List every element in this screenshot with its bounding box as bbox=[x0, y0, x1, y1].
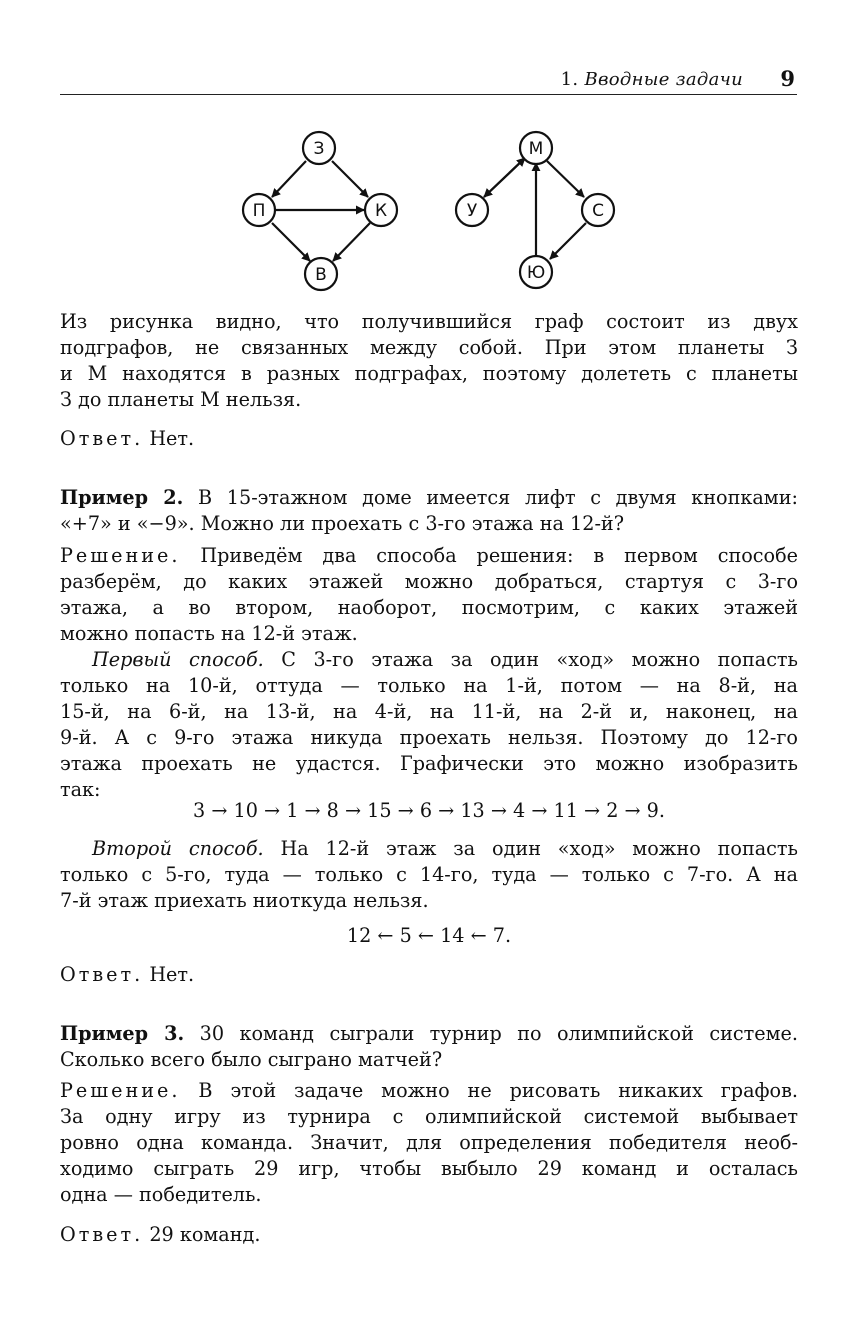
chapter-title: 1. Вводные задачи bbox=[560, 69, 743, 90]
node-label-u: У bbox=[466, 201, 478, 221]
answer-label: Ответ. bbox=[60, 963, 144, 986]
text-line: Из рисунка видно, что получившийся граф состоит из двух bbox=[60, 310, 798, 333]
node-label-yu: Ю bbox=[526, 263, 546, 283]
solution-label: Решение. bbox=[60, 544, 181, 567]
text-line: подграфов, не связанных между собой. При этом планеты З bbox=[60, 336, 798, 359]
text-line: ходимо сыграть 29 игр, чтобы выбыло 29 команд и осталась bbox=[60, 1157, 798, 1180]
text-line: ровно одна команда. Значит, для определения победителя необ- bbox=[60, 1131, 798, 1154]
edge-u-m bbox=[484, 158, 525, 197]
text-line: можно попасть на 12-й этаж. bbox=[60, 622, 358, 645]
page-number: 9 bbox=[780, 66, 795, 91]
example-label: Пример 3. bbox=[60, 1022, 185, 1045]
node-label-v: В bbox=[315, 265, 327, 285]
method-label: Второй способ. bbox=[92, 837, 264, 860]
answer-1 bbox=[60, 426, 798, 452]
answer-value: 29 команд. bbox=[149, 1223, 261, 1246]
method-label: Первый способ. bbox=[92, 648, 264, 671]
edge-z-k bbox=[332, 161, 368, 197]
example-2 bbox=[60, 485, 798, 537]
text-line: этажа проехать не удастся. Графически это можно изобразить bbox=[60, 752, 798, 775]
text-line: Сколько всего было сыграно матчей? bbox=[60, 1048, 443, 1071]
node-label-z: З bbox=[313, 139, 325, 159]
planet-graph-figure bbox=[230, 125, 630, 295]
edge-p-v bbox=[272, 223, 310, 261]
edge-m-s bbox=[547, 161, 584, 197]
answer-label: Ответ. bbox=[60, 427, 144, 450]
text-line: Приведём два способа решения: в первом способе bbox=[200, 544, 798, 567]
text-line: 30 команд сыграли турнир по олимпийской системе. bbox=[199, 1022, 798, 1045]
text-line: разберём, до каких этажей можно добраться, стартуя с 3-го bbox=[60, 570, 798, 593]
text-line: только на 10-й, оттуда — только на 1-й, потом — на 8-й, на bbox=[60, 674, 798, 697]
text-line: так: bbox=[60, 778, 101, 801]
edge-s-yu bbox=[550, 223, 586, 259]
text-line: 15-й, на 6-й, на 13-й, на 4-й, на 11-й, на 2-й и, наконец, на bbox=[60, 700, 798, 723]
solution-3 bbox=[60, 1078, 798, 1208]
edge-k-v bbox=[333, 223, 370, 261]
answer-label: Ответ. bbox=[60, 1223, 144, 1246]
floor-chain-forward: 3 → 10 → 1 → 8 → 15 → 6 → 13 → 4 → 11 → 2 → 9. bbox=[193, 799, 665, 822]
text-line: На 12-й этаж за один «ход» можно попасть bbox=[280, 837, 798, 860]
text-line: и М находятся в разных подграфах, поэтому долететь с планеты bbox=[60, 362, 798, 385]
answer-3 bbox=[60, 1222, 798, 1248]
graph-explanation-paragraph bbox=[60, 309, 798, 413]
text-line: только с 5-го, туда — только с 14-го, туда — только с 7-го. А на bbox=[60, 863, 798, 886]
node-label-k: К bbox=[374, 201, 388, 221]
node-label-p: П bbox=[252, 201, 266, 221]
text-line: этажа, а во втором, наоборот, посмотрим, с каких этажей bbox=[60, 596, 798, 619]
edge-z-p bbox=[272, 161, 306, 197]
example-3 bbox=[60, 1021, 798, 1073]
solution-2 bbox=[60, 543, 798, 803]
running-header bbox=[60, 64, 797, 95]
floor-chain-backward: 12 ← 5 ← 14 ← 7. bbox=[346, 924, 512, 947]
node-label-m: М bbox=[528, 139, 544, 159]
text-line: С 3-го этажа за один «ход» можно попасть bbox=[281, 648, 798, 671]
text-line: З до планеты М нельзя. bbox=[60, 388, 302, 411]
text-line: «+7» и «−9». Можно ли проехать с 3-го этажа на 12-й? bbox=[60, 512, 625, 535]
text-line: В 15-этажном доме имеется лифт с двумя кнопками: bbox=[198, 486, 798, 509]
node-label-s: С bbox=[592, 201, 604, 221]
text-line: одна — победитель. bbox=[60, 1183, 262, 1206]
answer-2 bbox=[60, 962, 798, 988]
method-2 bbox=[60, 836, 798, 914]
text-line: 7-й этаж приехать ниоткуда нельзя. bbox=[60, 889, 429, 912]
text-line: За одну игру из турнира с олимпийской системой выбывает bbox=[60, 1105, 798, 1128]
text-line: В этой задаче можно не рисовать никаких графов. bbox=[198, 1079, 798, 1102]
example-label: Пример 2. bbox=[60, 486, 184, 509]
answer-value: Нет. bbox=[149, 427, 195, 450]
solution-label: Решение. bbox=[60, 1079, 181, 1102]
text-line: 9-й. А с 9-го этажа никуда проехать нельзя. Поэтому до 12-го bbox=[60, 726, 798, 749]
answer-value: Нет. bbox=[149, 963, 195, 986]
